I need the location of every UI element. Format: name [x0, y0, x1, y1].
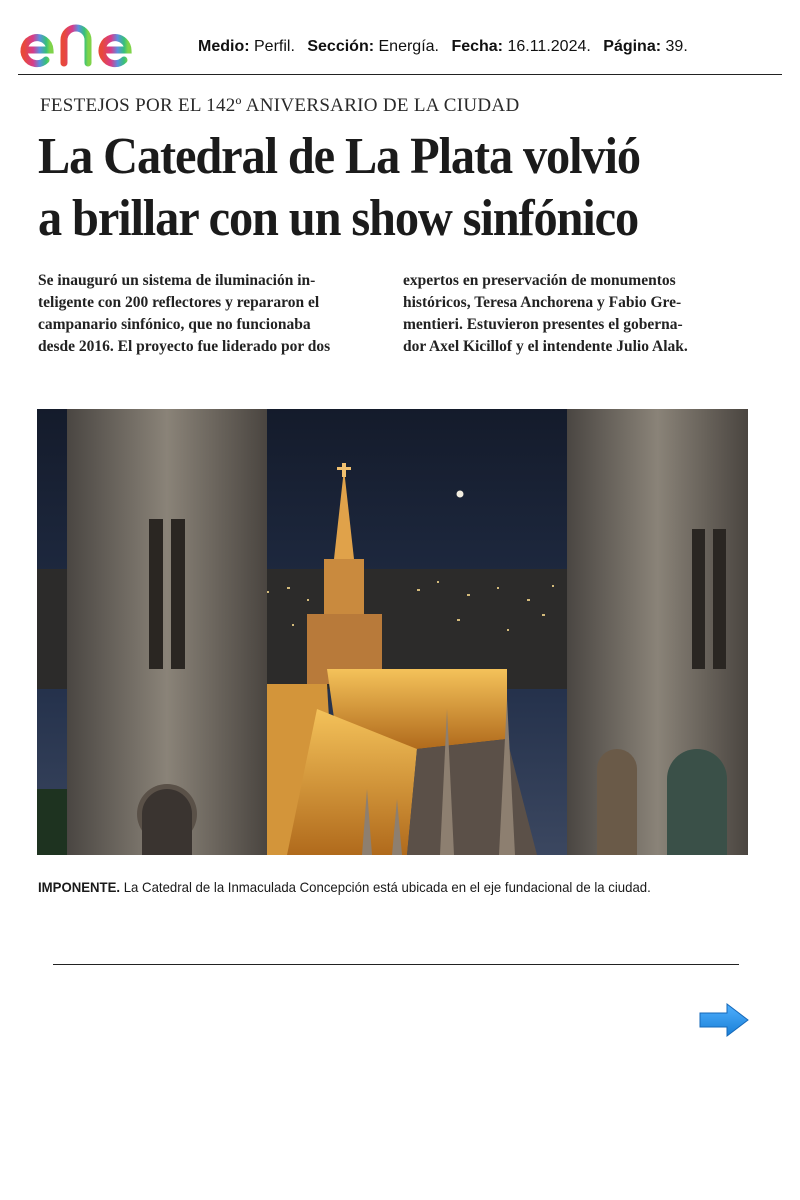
clipping-metadata — [198, 38, 688, 56]
footer-divider — [53, 964, 739, 965]
lead-column-1 — [38, 270, 383, 358]
lead-line: expertos en preservación de monumentos — [403, 272, 676, 289]
clipping-header — [18, 8, 782, 74]
header-divider — [18, 74, 782, 75]
cathedral-photo — [37, 409, 748, 855]
lead-line: Se inauguró un sistema de iluminación in- — [38, 272, 316, 289]
enel-logo — [18, 10, 183, 70]
lead-line: mentieri. Estuvieron presentes el goberna- — [403, 316, 683, 333]
medio-value: Perfil. — [254, 38, 295, 55]
headline-line: La Catedral de La Plata volvió — [38, 128, 640, 185]
caption-label: IMPONENTE. — [38, 880, 121, 895]
lead-line: históricos, Teresa Anchorena y Fabio Gre- — [403, 294, 682, 311]
fecha-value: 16.11.2024. — [507, 38, 591, 55]
lead-column-2 — [403, 270, 748, 358]
lead-line: teligente con 200 reflectores y repararon el — [38, 294, 320, 311]
pagina-label: Página: — [603, 38, 662, 55]
right-arrow-icon[interactable] — [698, 1002, 750, 1038]
seccion-value: Energía. — [378, 38, 439, 55]
photo-caption — [38, 880, 736, 895]
lead-line: desde 2016. El proyecto fue liderado por dos — [38, 338, 331, 355]
headline-line: a brillar con un show sinfónico — [38, 190, 639, 247]
medio-label: Medio: — [198, 38, 250, 55]
caption-text: La Catedral de la Inmaculada Concepción está ubicada en el eje fundacional de la ciudad. — [120, 880, 651, 895]
seccion-label: Sección: — [307, 38, 375, 55]
lead-line: campanario sinfónico, que no funcionaba — [38, 316, 311, 333]
article-kicker: FESTEJOS POR EL 142º ANIVERSARIO DE LA CIUDAD — [40, 95, 520, 116]
pagina-value: 39. — [665, 38, 688, 55]
fecha-label: Fecha: — [451, 38, 504, 55]
lead-line: dor Axel Kicillof y el intendente Julio Alak. — [403, 338, 688, 355]
article-headline — [38, 126, 708, 250]
